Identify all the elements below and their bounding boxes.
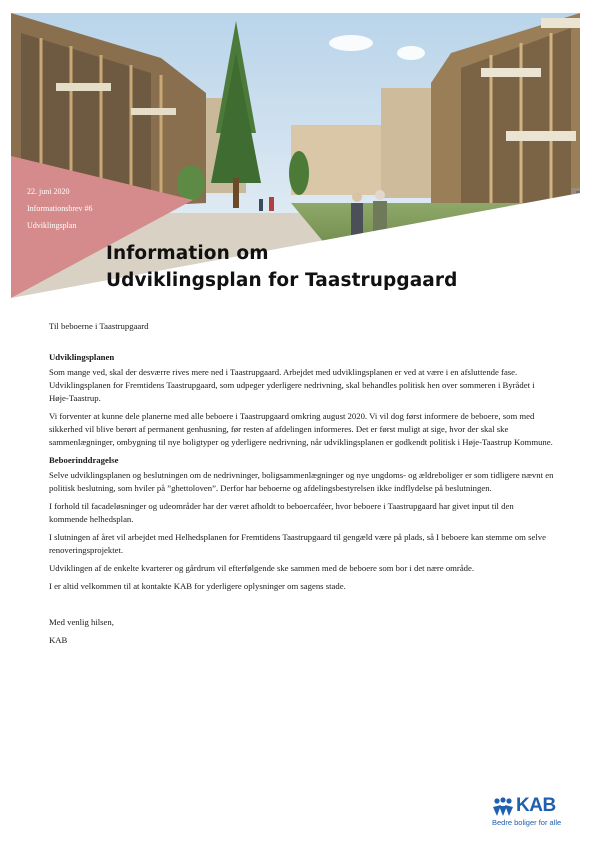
topic-label: Udviklingsplan	[27, 221, 77, 230]
paragraph: Udviklingen af de enkelte kvarterer og gårdrum vil efterfølgende ske sammen med de beboere som bor i det nære område.	[49, 563, 475, 573]
date-label: 22. juni 2020	[27, 187, 70, 196]
paragraph: I slutningen af året vil arbejdet med Helhedsplanen for Fremtidens Taastrupgaard til gengæld være på plads, så I beboere kan stemme om selve renoveringsprojektet.	[49, 532, 546, 555]
logo-tagline: Bedre boliger for alle	[492, 818, 562, 827]
salutation: Til beboerne i Taastrupgaard	[49, 321, 149, 331]
newsletter-meta	[27, 183, 93, 234]
signature: KAB	[49, 635, 68, 645]
people-logo-icon	[492, 797, 514, 817]
newsletter-number: Informationsbrev #6	[27, 204, 93, 213]
paragraph: I er altid velkommen til at kontakte KAB for yderligere oplysninger om sagens stade.	[49, 581, 346, 591]
paragraph: Selve udviklingsplanen og beslutningen om de nedrivninger, boligsammenlægninger og nye ungdoms- og ældreboliger er som tidligere nævnt en politisk beslutning, som hviler på ”ghettoloven”. Derfor har beboerne og afdelingsbestyrelsen ikke indflydelse på beslutningen.	[49, 470, 554, 493]
paragraph: Vi forventer at kunne dele planerne med alle beboere i Taastrupgaard omkring august 2020. Vi vil dog først informere de beboere, som med sikkerhed vil blive berørt af permanent genhusning, før resten af afdelingen informeres. Det er først muligt at sige, hvor der skal ske sammenlægninger, ombygning til nye boligtyper og yderligere nedrivning, når udviklingsplanen er godkendt politisk i Høje-Taastrup Kommune.	[49, 411, 553, 447]
section-heading-beboerinddragelse: Beboerinddragelse	[49, 455, 119, 465]
logo-wordmark: KAB	[516, 795, 556, 816]
kab-logo	[492, 797, 570, 831]
closing: Med venlig hilsen,	[49, 617, 114, 627]
page-title	[106, 240, 457, 294]
paragraph: Som mange ved, skal der desværre rives mere ned i Taastrupgaard. Arbejdet med udviklingsplanen er ved at være i en afsluttende fase. Udviklingsplanen for Fremtidens Taastrupgaard, som udpeger yderligere nedrivning, skal behandles politisk hen over sommeren i Byrådet i Høje-Taastrup.	[49, 367, 535, 403]
title-line-2: Udviklingsplan for Taastrupgaard	[106, 270, 458, 291]
paragraph: I forhold til facadeløsninger og udeområder har der været afholdt to beboercaféer, hvor beboere i Taastrupgaard har givet input til den kommende helhedsplan.	[49, 501, 514, 524]
title-line-1: Information om	[106, 243, 269, 264]
letter-body	[49, 320, 554, 652]
section-heading-udviklingsplanen: Udviklingsplanen	[49, 352, 115, 362]
